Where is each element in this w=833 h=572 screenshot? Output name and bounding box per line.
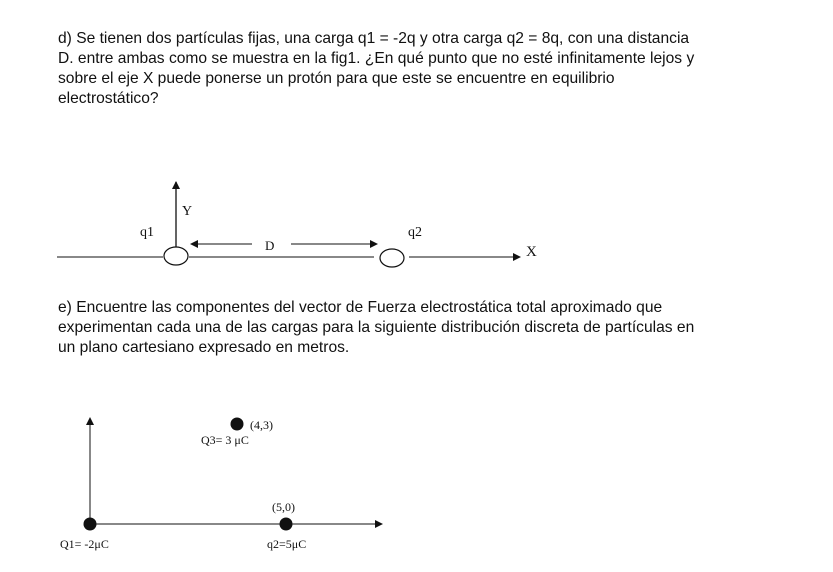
fig2-q1-label: Q1= -2μC [60,537,109,551]
question-e-text [58,298,828,358]
question-d-line-2: D. entre ambas como se muestra en la fig1. ¿En qué punto que no esté infinitamente lejos y [58,50,695,67]
fig2-q3-coord: (4,3) [250,418,273,432]
fig1-x-label: X [526,244,537,260]
question-d-line-3: sobre el eje X puede ponerse un protón para que este se encuentre en equilibrio [58,70,615,87]
fig1-q1-label: q1 [140,225,154,240]
fig2-q2-particle [280,518,293,531]
fig2-q3-particle [231,418,244,431]
question-d-line-4: electrostático? [58,90,159,107]
fig1-q2-particle [380,249,404,267]
figure-2 [60,418,382,552]
fig2-q2-coord: (5,0) [272,500,295,514]
fig2-q3-label: Q3= 3 μC [201,433,249,447]
fig1-q2-label: q2 [408,225,422,240]
fig2-q2-label: q2=5μC [267,537,307,551]
fig2-q1-particle [84,518,97,531]
question-e-line-1: e) Encuentre las componentes del vector de Fuerza electrostática total aproximado que [58,299,663,316]
question-e-line-3: un plano cartesiano expresado en metros. [58,339,350,356]
question-e-line-2: experimentan cada una de las cargas para la siguiente distribución discreta de partículas en [58,319,695,336]
fig1-q1-particle [164,247,188,265]
question-d-line-1: d) Se tienen dos partículas fijas, una carga q1 = -2q y otra carga q2 = 8q, con una distancia [58,30,690,47]
fig1-y-label: Y [182,204,193,219]
fig1-distance-label: D [265,238,275,253]
figure-1 [57,182,537,267]
